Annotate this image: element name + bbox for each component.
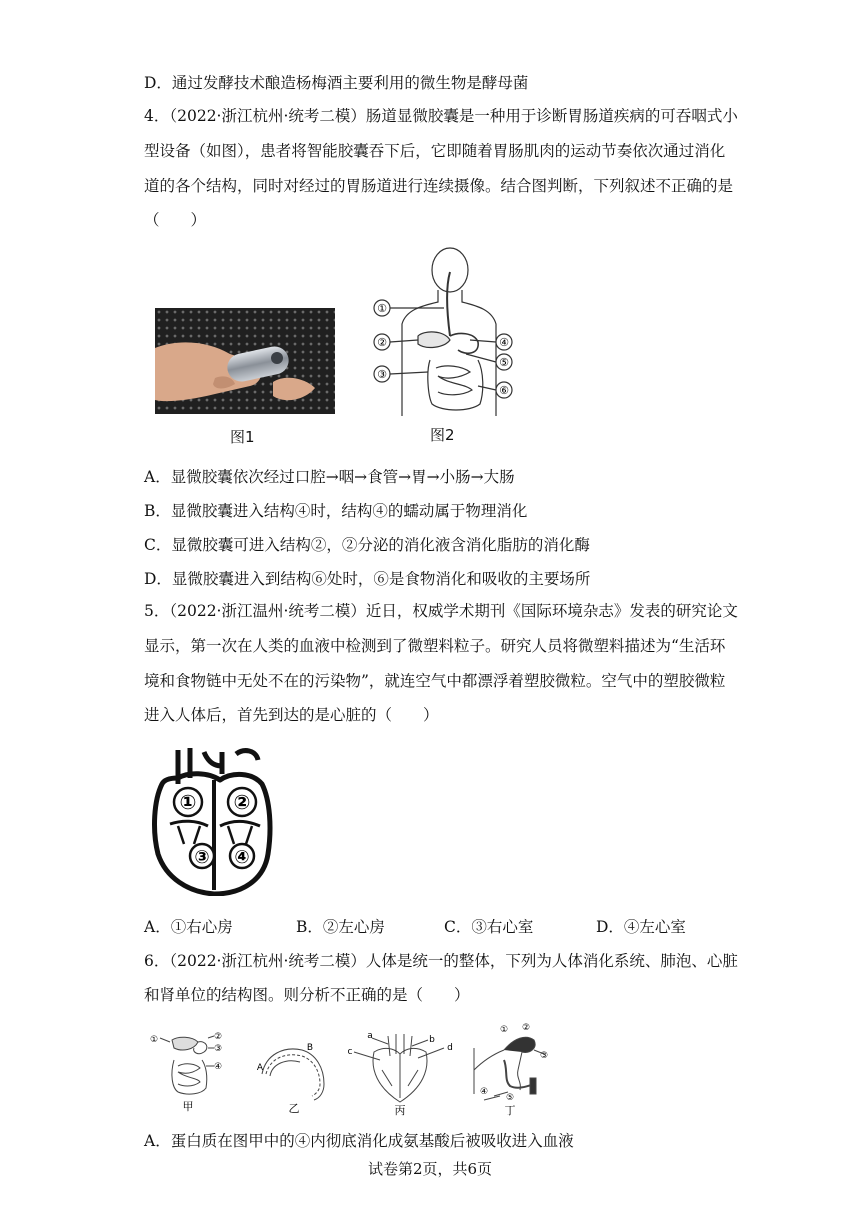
q4-option-b: B．显微胶囊进入结构④时，结构④的蠕动属于物理消化 <box>144 502 528 520</box>
q4-fig2-label-6: ⑥ <box>499 384 509 397</box>
q3-option-d: D．通过发酵技术酿造杨梅酒主要利用的微生物是酵母菌 <box>144 74 529 92</box>
jia-caption: 甲 <box>182 1100 194 1113</box>
bing-caption: 丙 <box>394 1104 406 1116</box>
q4-figure2-digestive-diagram <box>366 246 526 420</box>
heart-label-1: ① <box>179 790 197 814</box>
q5-stem-line: 显示，第一次在人类的血液中检测到了微塑料粒子。研究人员将微塑料描述为“生活环 <box>144 637 726 655</box>
jia-label-1: ① <box>149 1035 159 1045</box>
ding-label-2: ② <box>521 1023 531 1033</box>
bing-label-b: b <box>429 1035 435 1045</box>
q5-stem-line: 境和食物链中无处不在的污染物”，就连空气中都漂浮着塑胶微粒。空气中的塑胶微粒 <box>144 672 726 690</box>
q6-figure-bing <box>344 1030 456 1116</box>
heart-label-2: ② <box>233 790 251 814</box>
heart-label-3: ③ <box>194 847 210 868</box>
q6-stem-line: 6．（2022·浙江杭州·统考二模）人体是统一的整体，下列为人体消化系统、肺泡、心脏 <box>144 952 738 970</box>
bing-label-d: d <box>447 1043 453 1053</box>
page-footer: 试卷第2页，共6页 <box>367 1160 493 1178</box>
heart-label-4: ④ <box>234 847 250 868</box>
q4-option-c: C．显微胶囊可进入结构②，②分泌的消化液含消化脂肪的消化酶 <box>144 536 590 554</box>
jia-label-2: ② <box>213 1032 223 1042</box>
q4-fig2-label-2: ② <box>377 336 387 349</box>
ding-label-4: ④ <box>479 1087 489 1097</box>
q4-figure1-caption: 图1 <box>230 428 255 446</box>
q4-fig2-label-1: ① <box>377 302 387 315</box>
q4-stem-line: 道的各个结构，同时对经过的胃肠道进行连续摄像。结合图判断，下列叙述不正确的是 <box>144 177 734 195</box>
q6-stem-line: 和肾单位的结构图。则分析不正确的是（ ） <box>144 986 470 1004</box>
q4-stem-line: 4．（2022·浙江杭州·统考二模）肠道显微胶囊是一种用于诊断胃肠道疾病的可吞咽式小 <box>144 107 738 125</box>
q5-stem-line: 进入人体后，首先到达的是心脏的（ ） <box>144 706 439 724</box>
ding-label-3: ③ <box>539 1051 549 1061</box>
bing-label-c: c <box>347 1047 353 1057</box>
q5-option-a: A．①右心房 <box>144 918 233 936</box>
ding-label-5: ⑤ <box>505 1093 515 1103</box>
q4-option-d: D．显微胶囊进入到结构⑥处时，⑥是食物消化和吸收的主要场所 <box>144 570 591 588</box>
q4-option-a: A．显微胶囊依次经过口腔→咽→食管→胃→小肠→大肠 <box>144 468 515 486</box>
ding-caption: 丁 <box>504 1104 516 1116</box>
yi-label-A: A <box>256 1063 264 1073</box>
bing-label-a: a <box>367 1031 373 1041</box>
q5-heart-diagram <box>148 744 276 896</box>
q6-figure-ding <box>464 1020 556 1116</box>
yi-label-B: B <box>306 1043 314 1053</box>
q4-fig2-label-3: ③ <box>377 368 387 381</box>
jia-label-4: ④ <box>213 1062 223 1072</box>
q4-fig2-label-4: ④ <box>499 336 509 349</box>
yi-caption: 乙 <box>288 1102 300 1115</box>
jia-label-3: ③ <box>213 1044 223 1054</box>
q6-figure-yi <box>254 1040 330 1116</box>
q6-option-a: A．蛋白质在图甲中的④内彻底消化成氨基酸后被吸收进入血液 <box>144 1132 574 1150</box>
q4-stem-line: 型设备（如图），患者将智能胶囊吞下后，它即随着胃肠肌肉的运动节奏依次通过消化 <box>144 142 726 160</box>
q4-stem-line: （ ） <box>144 211 207 229</box>
q6-figure-jia <box>148 1030 228 1114</box>
ding-label-1: ① <box>499 1025 509 1035</box>
q5-option-d: D．④左心室 <box>596 918 686 936</box>
q4-fig2-label-5: ⑤ <box>499 356 509 369</box>
q5-option-c: C．③右心室 <box>444 918 534 936</box>
q4-figure1-capsule-photo <box>155 308 335 414</box>
q5-stem-line: 5．（2022·浙江温州·统考二模）近日，权威学术期刊《国际环境杂志》发表的研究论文 <box>144 602 738 620</box>
q4-figure2-caption: 图2 <box>430 426 455 444</box>
q5-option-b: B．②左心房 <box>296 918 385 936</box>
